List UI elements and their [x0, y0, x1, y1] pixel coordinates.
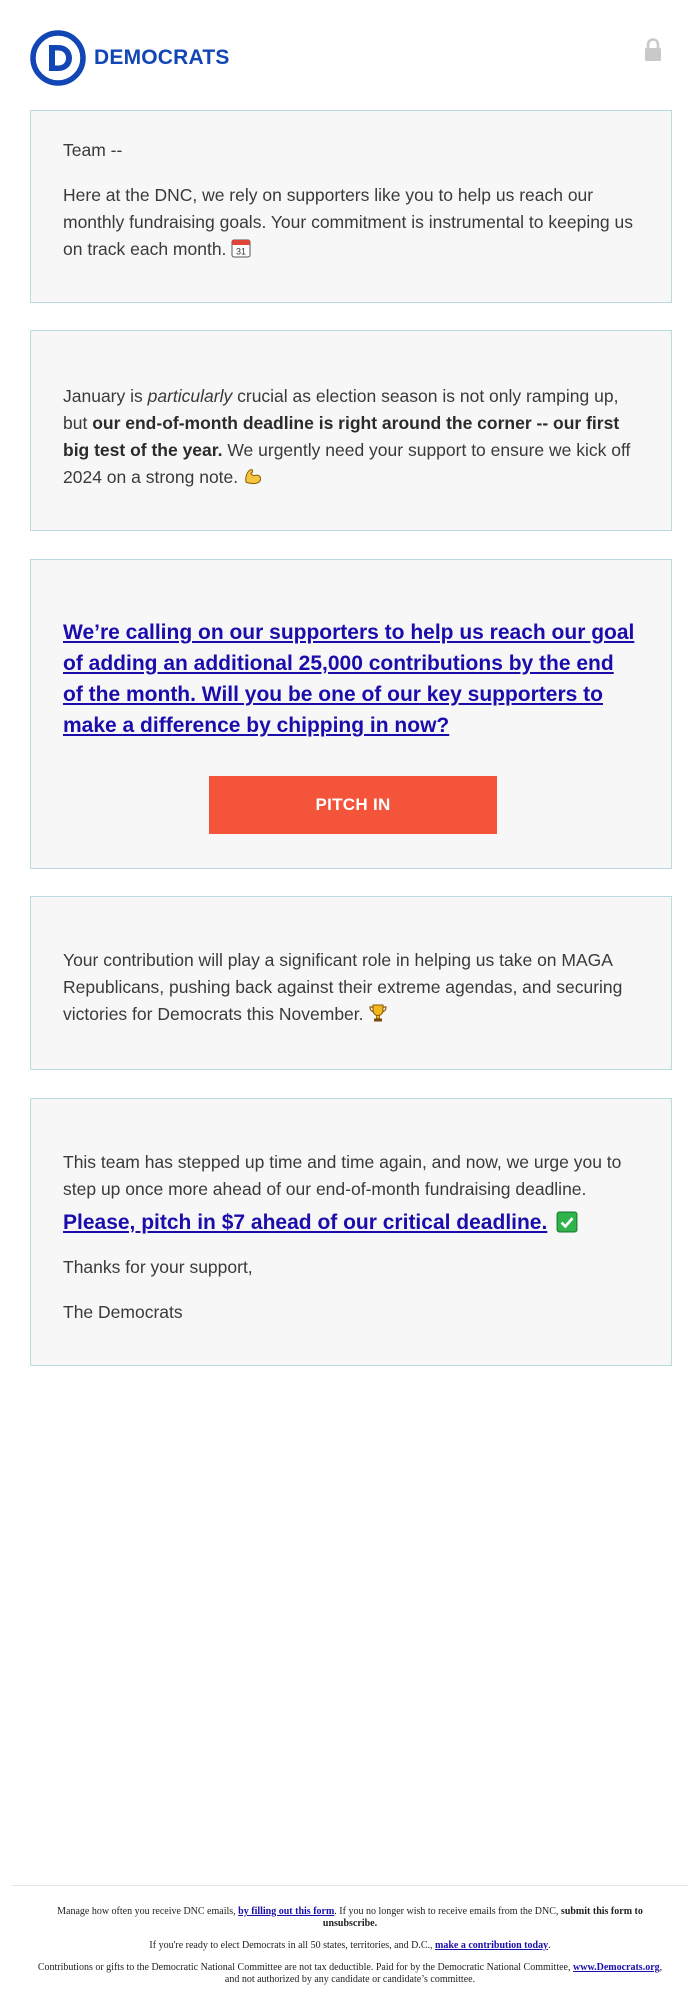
pitch-seven-link[interactable]: Please, pitch in $7 ahead of our critical deadline. [63, 1211, 548, 1234]
calendar-day: 31 [236, 246, 247, 257]
contribution-paragraph [63, 947, 639, 1028]
footer-text: Manage how often you receive DNC emails, [57, 1906, 239, 1917]
intro-paragraph [63, 182, 639, 263]
democrats-org-link[interactable]: www.Democrats.org [573, 1962, 660, 1973]
thanks-text: Thanks for your support, [63, 1257, 253, 1277]
check-mark-icon [556, 1211, 578, 1233]
footer-text: If you're ready to elect Democrats in all 50 states, territories, and D.C., [149, 1940, 436, 1951]
signature: The Democrats [63, 1302, 183, 1322]
closing-paragraph: This team has stepped up time and time again, and now, we urge you to step up once more ahead of our end-of-month fundraising deadline. [63, 1152, 622, 1199]
january-text-3: We urgently need your support to ensure we kick off 2024 on a strong note. [63, 440, 631, 487]
january-text-1: January is [63, 386, 148, 406]
lock-icon [644, 38, 662, 62]
democrats-logo[interactable] [30, 30, 230, 86]
democrats-d-logo-icon [30, 30, 86, 86]
footer-text: , and not authorized by any candidate or candidate’s committee. [224, 1962, 663, 1985]
contribute-link[interactable]: make a contribution today [435, 1940, 549, 1951]
contribution-card [30, 896, 672, 1070]
trophy-icon [368, 1003, 388, 1023]
email-header [30, 30, 670, 94]
closing-link-row [63, 1207, 639, 1238]
closing-card [30, 1098, 672, 1366]
email-footer [30, 1906, 670, 1996]
pitch-in-button[interactable]: PITCH IN [209, 776, 497, 834]
footer-manage-line [30, 1906, 670, 1930]
january-paragraph [63, 383, 639, 491]
footer-divider [12, 1885, 688, 1886]
footer-text: . [548, 1940, 551, 1951]
january-text-2: crucial as election season is not only ramping up, but [63, 386, 619, 433]
footer-text: Contributions or gifts to the Democratic National Committee are not tax deductible. Paid for by the Democratic National Committee, [37, 1962, 573, 1973]
january-bold: our end-of-month deadline is right around the corner -- our first big test of the year. [63, 413, 620, 460]
footer-text: . If you no longer wish to receive emails from the DNC, [334, 1906, 561, 1917]
intro-text: Here at the DNC, we rely on supporters like you to help us reach our monthly fundraising goals. Your commitment is instrumental to keeping us on track each month. [63, 185, 634, 259]
contribution-text: Your contribution will play a significant role in helping us take on MAGA Republicans, pushing back against their extreme agendas, and securing victories for Democrats this November. [63, 950, 623, 1024]
logo-wordmark: DEMOCRATS [94, 46, 230, 69]
greeting: Team -- [63, 140, 123, 160]
intro-card [30, 110, 672, 303]
cta-card [30, 559, 672, 869]
footer-disclaimer-line [30, 1962, 670, 1986]
calendar-icon [231, 238, 251, 258]
footer-contribute-line [30, 1940, 670, 1952]
unsubscribe-text[interactable]: submit this form to unsubscribe. [322, 1906, 643, 1929]
flexed-biceps-icon [243, 466, 263, 486]
january-italic: particularly [147, 386, 233, 406]
january-card [30, 330, 672, 531]
cta-link[interactable]: We’re calling on our supporters to help us reach our goal of adding an additional 25,000 contributions by the end of the month. Will you be one of our key supporters to make a difference by chipping in now? [63, 621, 635, 737]
manage-preferences-link[interactable]: by filling out this form [238, 1906, 335, 1917]
